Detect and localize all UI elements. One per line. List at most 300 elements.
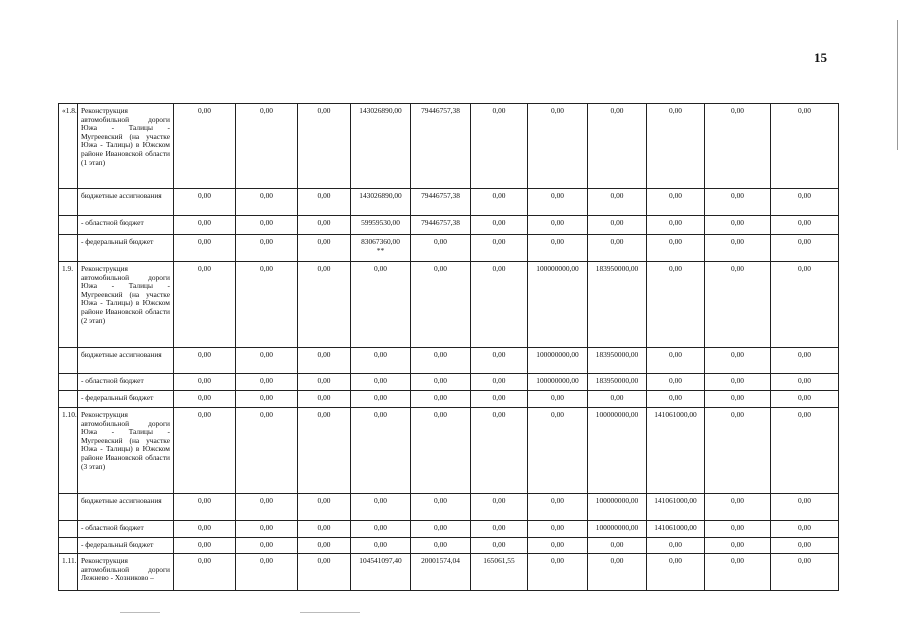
value-cell [236,348,298,374]
value-text: 0,00 [492,350,506,359]
value-text: 0,00 [492,106,506,115]
value-cell [236,104,298,189]
value-cell [528,104,588,189]
value-cell [298,391,351,408]
table-row [59,374,839,391]
value-cell [236,216,298,235]
value-text: 0,00 [198,523,211,532]
value-cell [528,554,588,591]
value-text: 0,00 [492,264,506,273]
value-cell [236,391,298,408]
value-cell [588,189,647,216]
value-text: 0,00 [731,376,744,385]
value-cell [236,374,298,391]
value-text: 0,00 [317,106,331,115]
value-text: 0,00 [731,410,744,419]
value-text: 0,00 [317,556,331,565]
value-text: 0,00 [260,540,273,549]
value-text: 0,00 [669,264,682,273]
value-cell [298,374,351,391]
value-cell [771,494,839,521]
value-cell [771,216,839,235]
value-cell [528,189,588,216]
value-cell [174,408,236,494]
value-text: 0,00 [798,410,811,419]
value-cell [471,348,528,374]
value-cell [174,494,236,521]
value-text: 0,00 [551,410,564,419]
row-name: Реконструкция автомобильной дороги Южа - Талицы - Мугреевский (на участке Южа - Талицы) в Южском районе Ивановской области (3 этап) [78,408,174,494]
value-text: 0,00 [492,191,506,200]
table-row [59,408,839,494]
value-cell [647,262,705,348]
value-text: 0,00 [731,237,744,246]
value-text: 0,00 [731,191,744,200]
value-cell [647,189,705,216]
row-number [59,391,78,408]
value-cell [705,348,771,374]
table-row [59,554,839,591]
value-cell [351,538,411,554]
value-cell [647,104,705,189]
value-cell [471,262,528,348]
scan-noise [120,612,160,613]
value-text: 0,00 [374,496,387,505]
table-row [59,521,839,538]
value-text: 0,00 [669,540,682,549]
value-text: 0,00 [317,496,331,505]
value-cell [236,189,298,216]
row-number [59,538,78,554]
value-cell [647,554,705,591]
value-cell [174,554,236,591]
value-cell [771,189,839,216]
value-cell [174,104,236,189]
value-text: 0,00 [551,237,564,246]
value-cell [705,216,771,235]
value-text: 0,00 [317,264,331,273]
value-text: 0,00 [198,496,211,505]
value-text: 0,00 [669,191,682,200]
value-cell [647,235,705,262]
value-text: 20001574,04 [421,556,460,565]
value-text: 143026890,00 [359,191,402,200]
value-cell [588,348,647,374]
row-name: Реконструкция автомобильной дороги Южа - Талицы - Мугреевский (на участке Южа - Талицы) в Южском районе Ивановской области (1 этап) [78,104,174,189]
value-cell [411,374,471,391]
row-name: Реконструкция автомобильной дороги Южа - Талицы - Мугреевский (на участке Южа - Талицы) в Южском районе Ивановской области (2 этап) [78,262,174,348]
value-cell [236,538,298,554]
value-cell [174,348,236,374]
value-cell [705,262,771,348]
value-cell [411,521,471,538]
row-name: - областной бюджет [78,521,174,538]
value-text: 0,00 [798,540,811,549]
value-text: 0,00 [260,106,273,115]
value-text: 0,00 [551,540,564,549]
value-text: 0,00 [551,218,564,227]
table-row [59,494,839,521]
value-cell [771,235,839,262]
value-cell [298,104,351,189]
row-name: - областной бюджет [78,216,174,235]
value-cell [705,494,771,521]
value-cell [471,391,528,408]
row-name: бюджетные ассигнования [78,348,174,374]
value-text: 183950000,00 [595,264,639,273]
value-text: 0,00 [731,556,744,565]
value-cell [588,262,647,348]
value-cell [351,235,411,262]
value-text: 0,00 [198,191,211,200]
value-text: 0,00 [610,556,624,565]
value-cell [351,521,411,538]
value-cell [298,216,351,235]
value-cell [705,521,771,538]
value-text: 0,00 [198,393,211,402]
value-cell [647,374,705,391]
row-name: Реконструкция автомобильной дороги Лежнево - Хозниково – [78,554,174,591]
value-text: 141061000,00 [654,410,697,419]
value-cell [528,348,588,374]
value-text: 141061000,00 [654,523,697,532]
value-cell [298,521,351,538]
value-text: 0,00 [731,540,744,549]
value-text: 0,00 [434,376,447,385]
value-text: 0,00 [798,496,811,505]
value-cell [298,348,351,374]
value-cell [351,374,411,391]
row-name: - федеральный бюджет [78,391,174,408]
value-text: 0,00 [260,218,273,227]
value-text: 0,00 [198,237,211,246]
value-cell [351,262,411,348]
value-cell [411,104,471,189]
value-cell [351,216,411,235]
value-cell [705,104,771,189]
value-text: 0,00 [798,218,811,227]
value-cell [174,374,236,391]
value-cell [528,216,588,235]
value-cell [298,554,351,591]
table-row [59,189,839,216]
value-cell [411,391,471,408]
value-cell [647,538,705,554]
table-row [59,235,839,262]
value-cell [705,189,771,216]
value-text: 0,00 [434,410,447,419]
value-text: 0,00 [260,350,273,359]
value-text: 0,00 [198,540,211,549]
value-cell [411,554,471,591]
value-cell [588,216,647,235]
value-text: 0,00 [669,393,682,402]
value-cell [236,521,298,538]
value-text: 0,00 [374,350,387,359]
value-cell [771,554,839,591]
value-text: 0,00 [260,191,273,200]
value-text: 0,00 [317,523,331,532]
value-text: 79446757,38 [421,218,460,227]
scan-edge [897,20,898,150]
value-cell [588,408,647,494]
value-cell [705,538,771,554]
value-text: 100000000,00 [536,376,579,385]
table-row [59,391,839,408]
value-text: 0,00 [551,556,564,565]
value-cell [588,554,647,591]
value-cell [174,538,236,554]
value-cell [588,235,647,262]
value-cell [411,408,471,494]
value-text: 0,00 [260,556,273,565]
value-cell [528,374,588,391]
value-cell [647,216,705,235]
value-cell [771,374,839,391]
value-text: 0,00 [731,496,744,505]
row-name: бюджетные ассигнования [78,494,174,521]
value-text: 0,00 [731,264,744,273]
value-cell [471,554,528,591]
value-cell [236,408,298,494]
value-text: 0,00 [551,496,564,505]
value-text: 141061000,00 [654,496,697,505]
row-name: - федеральный бюджет [78,538,174,554]
value-text: 0,00 [798,376,811,385]
value-text: 0,00 [492,540,506,549]
value-text: 0,00 [374,540,387,549]
value-text: 100000000,00 [595,496,639,505]
page-number: 15 [814,50,827,65]
value-text: 0,00 [669,237,682,246]
value-cell [647,521,705,538]
value-cell [174,521,236,538]
value-text: 0,00 [434,264,447,273]
value-text: 0,00 [798,191,811,200]
value-cell [174,391,236,408]
value-cell [471,104,528,189]
row-number: «1.8. [59,104,78,189]
value-cell [351,554,411,591]
value-text: 79446757,38 [421,106,460,115]
value-text: 0,00 [551,393,564,402]
value-cell [471,408,528,494]
value-cell [174,262,236,348]
value-cell [528,235,588,262]
value-cell [771,521,839,538]
row-number: 1.10. [59,408,78,494]
value-cell [351,348,411,374]
value-text: 0,00 [492,496,506,505]
value-text: 0,00 [492,218,506,227]
value-cell [298,189,351,216]
value-text: 0,00 [317,376,331,385]
value-text: 0,00 [551,106,564,115]
value-cell [351,104,411,189]
value-cell [771,408,839,494]
value-cell [411,348,471,374]
value-cell [528,391,588,408]
value-text: 0,00 [610,393,624,402]
value-text: 0,00 [374,393,387,402]
value-text: 0,00 [434,393,447,402]
value-cell [298,262,351,348]
value-text: 0,00 [260,264,273,273]
value-cell [298,235,351,262]
value-cell [236,554,298,591]
value-text: 0,00 [260,376,273,385]
value-text: 0,00 [434,237,447,246]
value-text: 59959530,00 [361,218,400,227]
value-text: 0,00 [798,523,811,532]
value-cell [298,494,351,521]
value-cell [298,408,351,494]
table-row [59,538,839,554]
value-text: 0,00 [434,496,447,505]
value-cell [411,189,471,216]
value-cell [647,494,705,521]
budget-table [58,103,839,591]
value-text: 0,00 [551,523,564,532]
value-text: 0,00 [610,106,624,115]
value-text: 100000000,00 [536,350,579,359]
value-cell [351,189,411,216]
row-number [59,521,78,538]
value-cell [236,494,298,521]
table-row [59,216,839,235]
value-cell [771,391,839,408]
value-cell [705,235,771,262]
value-cell [471,521,528,538]
value-text: 0,00 [731,523,744,532]
row-number [59,189,78,216]
value-cell [588,538,647,554]
value-cell [174,235,236,262]
value-text: 0,00 [374,523,387,532]
value-text: 0,00 [610,218,624,227]
value-text: 0,00 [198,376,211,385]
value-cell [411,216,471,235]
value-text: 0,00 [731,218,744,227]
row-number [59,235,78,262]
value-text: 0,00 [798,106,811,115]
value-cell [647,408,705,494]
value-cell [528,262,588,348]
value-text: 0,00 [798,264,811,273]
value-cell [174,189,236,216]
row-number [59,494,78,521]
value-text: 0,00 [374,264,387,273]
table-row [59,262,839,348]
value-text: 0,00 [260,496,273,505]
value-text: 0,00 [610,540,624,549]
value-cell [588,374,647,391]
value-cell [588,494,647,521]
value-text: 0,00 [317,540,331,549]
value-cell [471,216,528,235]
value-cell [588,391,647,408]
value-text: 0,00 [434,540,447,549]
row-number [59,348,78,374]
value-text: 0,00 [317,218,331,227]
value-cell [236,262,298,348]
value-cell [705,374,771,391]
value-cell [705,408,771,494]
row-name: бюджетные ассигнования [78,189,174,216]
value-text: 100000000,00 [595,410,639,419]
footnote-mark: ** [376,245,385,255]
value-text: 0,00 [317,237,331,246]
value-text: 0,00 [374,410,387,419]
row-number [59,216,78,235]
value-text: 0,00 [492,523,506,532]
value-text: 0,00 [434,523,447,532]
value-text: 143026890,00 [359,106,402,115]
value-cell [771,348,839,374]
value-text: 0,00 [731,350,744,359]
value-text: 104541097,40 [359,556,402,565]
value-text: 0,00 [260,237,273,246]
value-text: 0,00 [198,218,211,227]
value-text: 165061,55 [483,556,515,565]
value-cell [471,494,528,521]
value-text: 0,00 [317,393,331,402]
value-cell [705,554,771,591]
value-text: 0,00 [798,237,811,246]
value-text: 0,00 [198,350,211,359]
value-text: 0,00 [731,393,744,402]
table-row [59,104,839,189]
value-text: 0,00 [492,376,506,385]
value-text: 100000000,00 [595,523,639,532]
value-text: 0,00 [198,410,211,419]
value-text: 0,00 [198,106,211,115]
value-text: 0,00 [669,218,682,227]
row-number: 1.9. [59,262,78,348]
value-text: 0,00 [317,350,331,359]
value-cell [411,262,471,348]
value-text: 0,00 [492,410,506,419]
value-cell [588,521,647,538]
value-cell [528,521,588,538]
value-cell [351,494,411,521]
value-cell [647,391,705,408]
table-row [59,348,839,374]
value-text: 0,00 [669,350,682,359]
value-cell [705,391,771,408]
value-text: 0,00 [492,393,506,402]
value-cell [528,494,588,521]
value-text: 0,00 [798,393,811,402]
value-text: 0,00 [610,191,624,200]
value-text: 0,00 [374,376,387,385]
value-cell [351,391,411,408]
row-number [59,374,78,391]
value-text: 100000000,00 [536,264,579,273]
value-text: 79446757,38 [421,191,460,200]
value-text: 0,00 [260,523,273,532]
value-cell [471,538,528,554]
value-cell [471,374,528,391]
value-cell [528,408,588,494]
value-cell [471,189,528,216]
value-text: 0,00 [669,376,682,385]
row-name: - областной бюджет [78,374,174,391]
value-cell [411,235,471,262]
scan-noise [300,612,360,613]
value-text: 83067360,00 [361,237,400,246]
value-text: 0,00 [317,410,331,419]
